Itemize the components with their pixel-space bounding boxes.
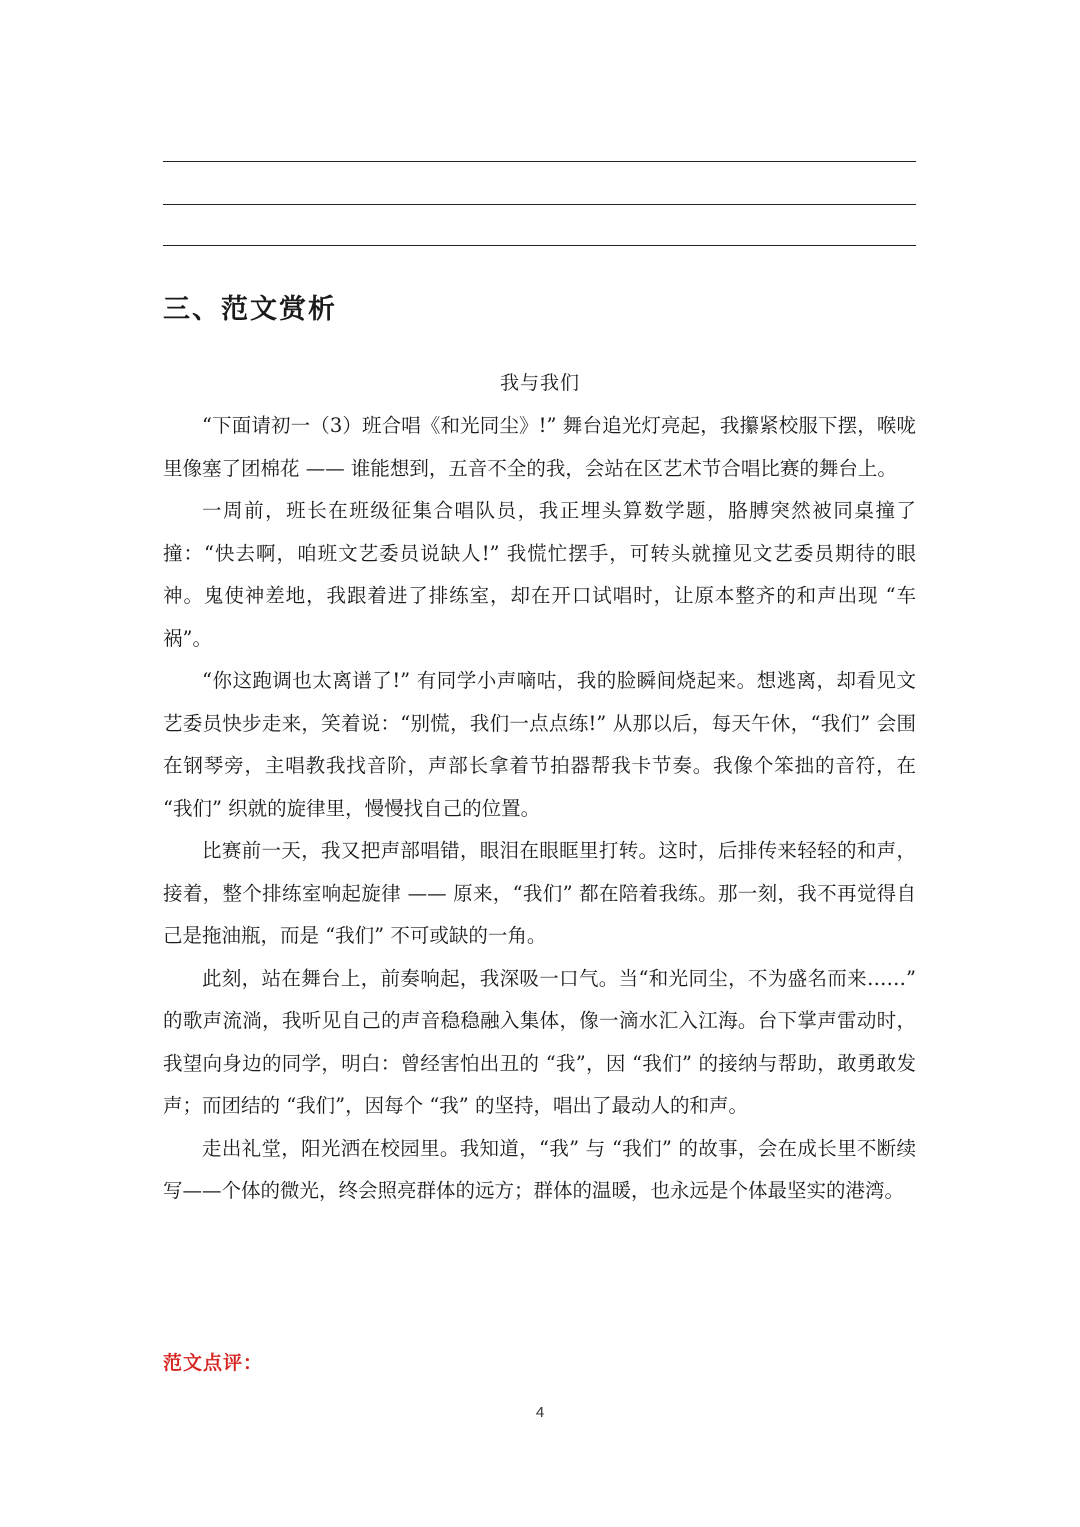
writing-line-3: [163, 245, 916, 246]
review-heading: 范文点评：: [163, 1352, 264, 1374]
essay-title: 我与我们: [499, 372, 580, 394]
essay-paragraph-5: 此刻，站在舞台上，前奏响起，我深吸一口气。当“和光同尘，不为盛名而来……” 的歌声流淌，我听见自己的声音稳稳融入集体，像一滴水汇入江海。台下掌声雷动时，我望向身边的同学，明白：曾经害怕出丑的 “我”，因 “我们” 的接纳与帮助，敢勇敢发声；而团结的 “我们”，因每个 “我” 的坚持，唱出了最动人的和声。: [163, 966, 916, 1117]
page-number: 4: [535, 1404, 545, 1421]
essay-paragraph-4: 比赛前一天，我又把声部唱错，眼泪在眼眶里打转。这时，后排传来轻轻的和声，接着，整个排练室响起旋律 —— 原来，“我们” 都在陪着我练。那一刻，我不再觉得自己是拖油瓶，而是 “我们” 不可或缺的一角。: [163, 839, 916, 947]
writing-line-2: [163, 204, 916, 205]
writing-line-1: [163, 161, 916, 162]
essay-paragraph-1: “下面请初一（3）班合唱《和光同尘》!” 舞台追光灯亮起，我攥紧校服下摆，喉咙里像塞了团棉花 —— 谁能想到，五音不全的我，会站在区艺术节合唱比赛的舞台上。: [163, 414, 916, 480]
essay-paragraph-6: 走出礼堂，阳光洒在校园里。我知道，“我” 与 “我们” 的故事，会在成长里不断续写——个体的微光，终会照亮群体的远方；群体的温暖，也永远是个体最坚实的港湾。: [163, 1136, 916, 1202]
essay-paragraph-2: 一周前，班长在班级征集合唱队员，我正埋头算数学题，胳膊突然被同桌撞了撞：“快去啊，咱班文艺委员说缺人!” 我慌忙摆手，可转头就撞见文艺委员期待的眼神。鬼使神差地，我跟着进了排练室，却在开口试唱时，让原本整齐的和声出现 “车祸”。: [163, 499, 916, 650]
section-heading: 三、范文赏析: [163, 294, 337, 325]
essay-paragraph-3: “你这跑调也太离谱了!” 有同学小声嘀咕，我的脸瞬间烧起来。想逃离，却看见文艺委员快步走来，笑着说：“别慌，我们一点点练!” 从那以后，每天午休，“我们” 会围在钢琴旁，主唱教我找音阶，声部长拿着节拍器帮我卡节奏。我像个笨拙的音符，在 “我们” 织就的旋律里，慢慢找自己的位置。: [163, 669, 916, 820]
essay-body: [163, 405, 916, 1213]
